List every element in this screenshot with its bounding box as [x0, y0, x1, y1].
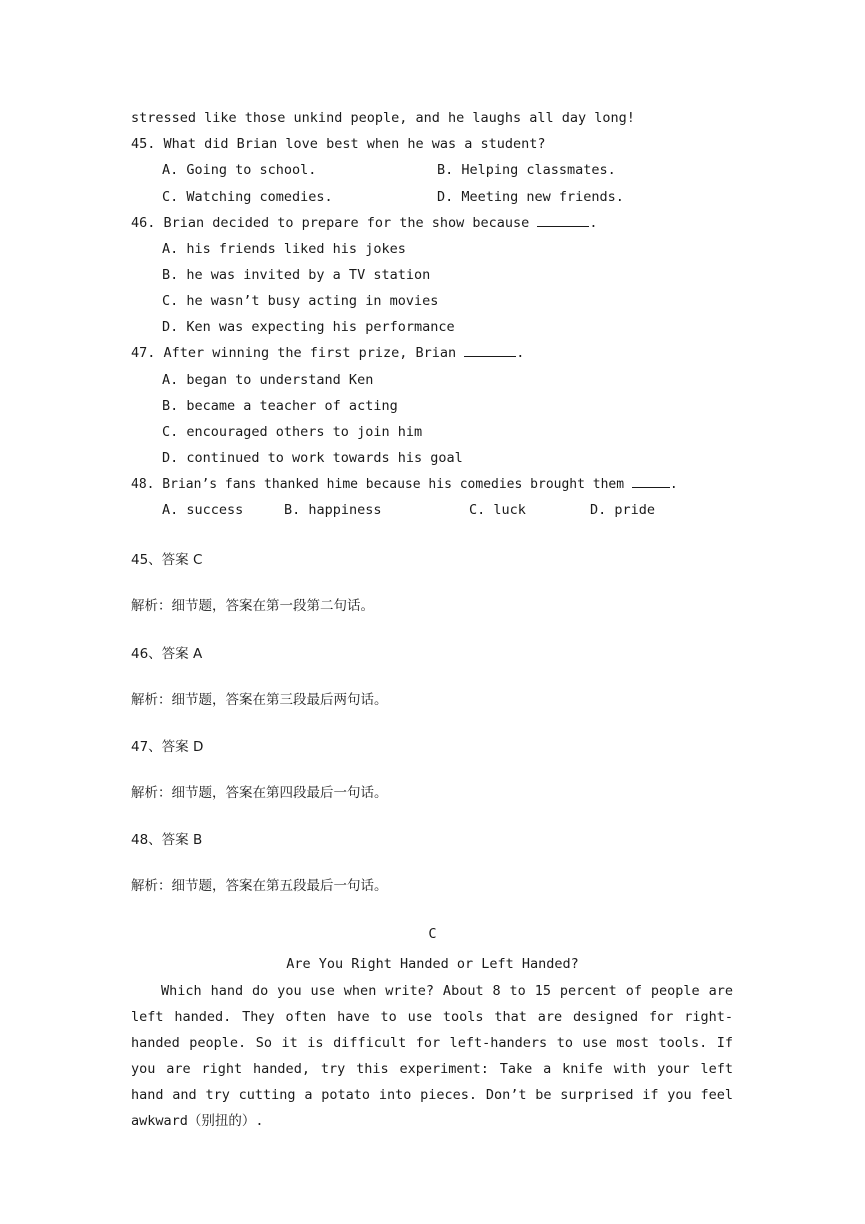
- question-46-option-b: B. he was invited by a TV station: [162, 267, 431, 283]
- question-48-option-b: B. happiness: [284, 502, 382, 518]
- question-46-option-c: C. he wasn’t busy acting in movies: [162, 293, 439, 309]
- answer-blank: [632, 475, 670, 488]
- question-45-option-d: D. Meeting new friends.: [437, 189, 624, 205]
- question-46-option-d: D. Ken was expecting his performance: [162, 319, 455, 335]
- question-45-option-a: A. Going to school.: [162, 162, 317, 178]
- question-48-stem: [131, 475, 678, 494]
- answer-47: 47、答案 D: [131, 739, 204, 755]
- question-47-stem-text: 47. After winning the first prize, Brian: [131, 345, 465, 361]
- question-47-option-d: D. continued to work towards his goal: [162, 450, 463, 466]
- section-paragraph-block: [131, 978, 733, 1134]
- question-48-stem-end: .: [669, 477, 678, 492]
- question-48-option-c: C. luck: [469, 502, 526, 518]
- answer-48: 48、答案 B: [131, 832, 203, 848]
- analysis-45: 解析：细节题，答案在第一段第二句话。: [131, 598, 374, 614]
- section-letter: C: [428, 926, 437, 942]
- question-47-option-a: A. began to understand Ken: [162, 372, 374, 388]
- question-48-option-d: D. pride: [590, 502, 656, 518]
- passage-end-text: stressed like those unkind people, and he laughs all day long!: [131, 110, 635, 126]
- question-45-stem: 45. What did Brian love best when he was a student?: [131, 136, 546, 152]
- question-47-option-b: B. became a teacher of acting: [162, 398, 398, 414]
- question-47-stem-end: .: [516, 345, 525, 361]
- question-47-stem: [131, 344, 524, 362]
- answer-blank: [464, 344, 516, 357]
- question-46-stem-text: 46. Brian decided to prepare for the show because: [131, 215, 538, 231]
- answer-45: 45、答案 C: [131, 552, 203, 568]
- analysis-47: 解析：细节题，答案在第四段最后一句话。: [131, 785, 388, 801]
- analysis-46: 解析：细节题，答案在第三段最后两句话。: [131, 692, 388, 708]
- question-46-stem: [131, 214, 598, 232]
- answer-blank: [537, 214, 589, 227]
- question-47-option-c: C. encouraged others to join him: [162, 424, 423, 440]
- section-title: Are You Right Handed or Left Handed?: [286, 956, 579, 972]
- answer-46: 46、答案 A: [131, 646, 203, 662]
- question-45-option-b: B. Helping classmates.: [437, 162, 616, 178]
- question-46-option-a: A. his friends liked his jokes: [162, 241, 406, 257]
- question-46-stem-end: .: [589, 215, 598, 231]
- analysis-48: 解析：细节题，答案在第五段最后一句话。: [131, 878, 388, 894]
- question-45-option-c: C. Watching comedies.: [162, 189, 333, 205]
- question-48-option-a: A. success: [162, 502, 244, 518]
- question-48-stem-text: 48. Brian’s fans thanked hime because his comedies brought them: [131, 477, 632, 492]
- section-paragraph: Which hand do you use when write? About 8 to 15 percent of people are left handed. They often have to use tools that are designed for right-handed people. So it is difficult for left-handers to use most tools. If you are right handed, try this experiment: Take a knife with your left hand and try cutting a potato into pieces. Don’t be surprised if you feel awkward（别扭的）.: [131, 983, 733, 1129]
